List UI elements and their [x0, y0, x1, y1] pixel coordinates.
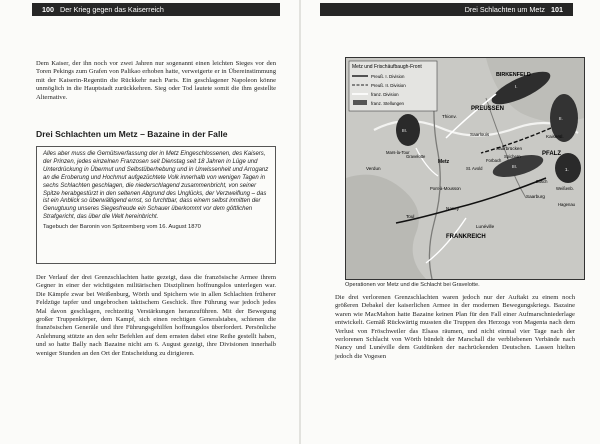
label-birkenfeld: BIRKENFELD	[496, 72, 531, 78]
right-page-header	[320, 3, 573, 16]
label-thionville: Thionv.	[442, 114, 457, 119]
quote-text: Alles aber muss die Gemütsverfassung der in Metz Eingeschlossenen, des Kaisers, der Prinzen, jedes einzelnen Franzosen seit Dienstag seit 18 Jahren in Lüge und Unterdrückung in Übermut und Selbstüberhebung und in Unwissenheit und Arroganz an die Eroberung und Hochmut aufgezüchtete Volk innerhalb von wenigen Tagen in sechs Schlachten geschlagen, die niederschlagend zusammenbricht, von seiner Spitze herabgestürzt in den seltenen Abgrund des Unglücks, der Verzweiflung – das ist ein Anblick so überwältigend ernst, so furchtbar, dass einem selbst inmitten der Genugtuung unseres Siegesfreude ein Schauer überkommt vor dem göttlichen Strafgericht, das über die Welt hereinbricht.	[43, 151, 269, 221]
label-saarbruecken: Saarbrücken	[496, 146, 523, 151]
section-title: Drei Schlachten um Metz – Bazaine in der Falle	[36, 129, 228, 139]
army-label-1: I.	[515, 84, 518, 89]
label-hagenau: Hagenau	[558, 202, 575, 207]
label-preussen: PREUSSEN	[471, 106, 505, 112]
legend-title: Metz und Frischäufbaugh-Front	[352, 64, 422, 70]
left-page-header	[32, 3, 280, 16]
intro-paragraph: Dem Kaiser, der ihn noch vor zwei Jahren nur sogenannt einen leichten Sieges vor den Toren Pekings zum Grafen von Palikao erhoben hatte, verweigerte er in Übereinstimmung mit der Kaiserin-Regentin die Rückkehr nach Paris. Ein geschlagener Napoleon könne unmöglich in die Hauptstadt zurückkehren. Sieg oder Tod lautete somit die ihm gestellte Alternative.	[36, 60, 276, 101]
label-toul: Toul	[406, 214, 415, 219]
label-kaiserslautern: Kaisersl.	[546, 134, 564, 139]
legend-item-3: franz. Division	[371, 92, 399, 97]
label-gravelotte: Gravelotte	[406, 154, 426, 159]
army-label-3: III.	[402, 128, 408, 133]
map-svg	[346, 58, 584, 279]
right-page-number: 101	[551, 5, 563, 14]
army-label-5: III.	[512, 164, 518, 169]
right-page	[301, 0, 600, 444]
army-label-4: 1.	[565, 167, 569, 172]
legend-swatch-4	[353, 100, 367, 105]
left-running-title: Der Krieg gegen das Kaiserreich	[60, 5, 164, 14]
label-pfalz: PFALZ	[542, 151, 561, 157]
body-paragraph-block-right	[335, 294, 575, 361]
label-weissenburg: Weißenb.	[556, 186, 574, 191]
army-ellipse-3	[396, 114, 420, 146]
legend-item-1: Preuß. I. Division	[371, 74, 405, 79]
label-nancy: Nancy	[446, 206, 460, 211]
map-caption: Operationen vor Metz und die Schlacht bei Gravelotte.	[345, 282, 480, 288]
label-verdun: Verdun	[366, 166, 381, 171]
quote-source: Tagebuch der Baronin von Spitzemberg vom 16. August 1870	[43, 224, 201, 231]
label-saarlouis: Saarlouis	[470, 132, 490, 137]
label-pont-a-mousson: Pont-à-Mousson	[430, 186, 461, 191]
label-saarburg: Saarburg	[526, 194, 545, 199]
body-paragraph-right: Die drei verlorenen Grenzschlachten waren jedoch nur der Auftakt zu einem noch größeren Debakel der kaiserlichen Armee in der modernen Bewegungskriegs. Bazaine waren wie MacMahon hatte Bazaine keinen Plan für den Fall einer Aufmarschniederlage entwickelt. Gemäß Rückwärtig mussten die Truppen des Herzogs von Magenta nach dem Verlust von Fröschweiler das Elsass räumen, und nicht einmal vier Tage nach der verlorenen Schlacht von Wörth bündelt der Marschall die verbliebenen Verbände nach Nancy und Lunéville dem Gutdünken der nachrückenden Deutschen. Lassen hielten jedoch die Vogesen	[335, 294, 575, 360]
label-luneville: Lunéville	[476, 224, 495, 229]
campaign-map	[345, 57, 585, 280]
label-st-avold: St. Avold	[466, 166, 483, 171]
label-spichern: Spichern	[504, 154, 521, 159]
label-mars-la-tour: Mars-la-Tour	[386, 150, 410, 155]
legend-item-2: Preuß. II. Division	[371, 83, 406, 88]
legend-item-4: franz. Stellungen	[371, 101, 404, 106]
body-paragraph-block-left	[36, 274, 276, 358]
body-paragraph-left: Der Verlauf der drei Grenzschlachten hatte gezeigt, dass die französische Armee ihrem Gegner in einer der wichtigsten militärischen Disziplinen hoffnungslos unterlegen war. Die Kämpfe zwar bei Weißenburg, Wörth und Spichern wie in allen Schlachten früherer Feldzüge tapfer und ungebrochen taktischem Geschick. Ihre Führung war jedoch jedes Mal davon geschlagen, rechtzeitig Verstärkungen heranzuführen. Mit der Bewegung großer Truppenkörper, dem Kampf, sich einen rechtigen Generalstabes, schienen die französischen Generäle und ihre Führungsgehilfen hoffnungslos überfordert. Persönliche Anlehnung stützte an den sehr Befehlen auf dem ernsten dabei eine Reihe gestellt haben, und so hatte Bally nach Bazaine nicht am 6. August gezeigt, ihre Divisionen innerhalb weniger Stunden an den Ort der Entscheidung zu dirigieren.	[36, 274, 276, 357]
army-label-2: II.	[559, 116, 563, 121]
label-forbach: Forbach	[486, 158, 502, 163]
left-page-number: 100	[42, 5, 54, 14]
left-page	[0, 0, 299, 444]
label-metz: Metz	[438, 159, 450, 165]
intro-paragraph-block	[36, 60, 276, 102]
label-bitsch: Bitsch	[536, 179, 548, 184]
label-frankreich: FRANKREICH	[446, 234, 486, 240]
quote-box	[36, 146, 276, 264]
right-running-title: Drei Schlachten um Metz	[464, 5, 545, 14]
